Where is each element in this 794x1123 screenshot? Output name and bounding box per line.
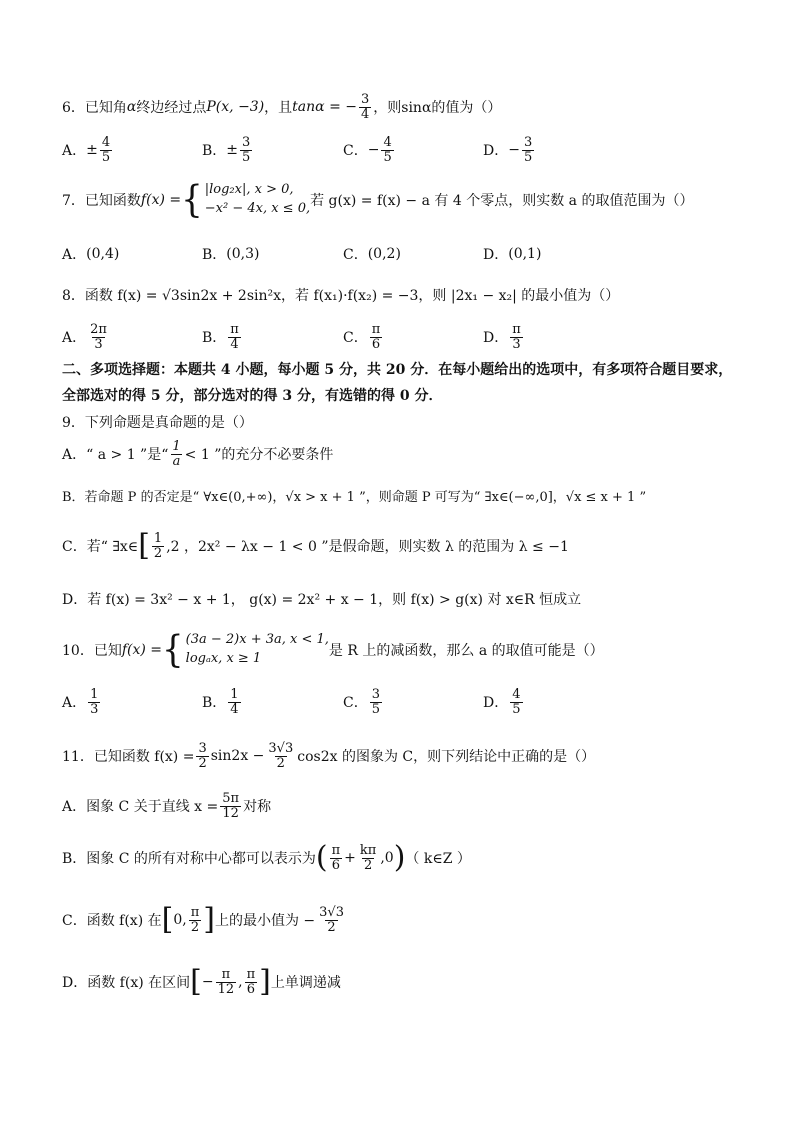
- q7-option-a: A． (0,4): [62, 246, 120, 263]
- q6-tan-den: 4: [360, 106, 370, 122]
- q6-option-b: B． ± $\frac{3}{5}$: [202, 134, 251, 165]
- q6-mid2: ，且: [264, 100, 293, 116]
- q11-option-b: B．图象 C 的所有对称中心都可以表示为 ( $\frac{\pi}{6}$ + $\frac{k\pi}{2}$ ,0 ) （ k∈Z ）: [62, 840, 471, 875]
- question-10-stem: 10．已知 f(x) = { (3a − 2)x + 3a, x < 1, logₐx, x ≥ 1 是 R 上的减函数，那么 a 的取值可能是（）: [62, 628, 604, 672]
- q10-row1: (3a − 2)x + 3a, x < 1,: [185, 632, 329, 647]
- q8-option-d: D． $\frac{\pi}{3}$: [483, 321, 521, 352]
- q7-option-b: B． (0,3): [202, 246, 260, 263]
- q7-post: 若 g(x) = f(x) − a 有 4 个零点，则实数 a 的取值范围为（）: [310, 193, 694, 209]
- q10-option-c: C． $\frac{3}{5}$: [343, 686, 380, 717]
- question-6-stem: [62, 90, 754, 124]
- q6-point: P(x, −3): [206, 99, 265, 115]
- q7-option-c: C． (0,2): [343, 246, 401, 263]
- q6-tan: tanα = −: [292, 99, 357, 115]
- q6-pre: 6．已知角: [62, 100, 127, 116]
- q9-option-c: C．若“ ∃x∈ [ $\frac{1}{2}$ ,2 ，2x² − λx − 1 < 0 ”是假命题，则实数 λ 的范围为 λ ≤ −1: [62, 528, 569, 563]
- q6-option-a: A． ± $\frac{4}{5}$: [62, 134, 111, 165]
- question-10-options: [62, 682, 762, 722]
- q7-fx: f(x) =: [140, 192, 182, 208]
- q7-row2: −x² − 4x, x ≤ 0,: [204, 201, 311, 216]
- q11-option-d: D．函数 f(x) 在区间 [ − $\frac{\pi}{12}$ , $\frac{\pi}{6}$ ] 上单调递减: [62, 964, 341, 999]
- q10-piecewise: { (3a − 2)x + 3a, x < 1, logₐx, x ≥ 1: [162, 628, 329, 672]
- q8-option-b: B． $\frac{\pi}{4}$: [202, 321, 239, 352]
- q7-pre: 7．已知函数: [62, 193, 141, 209]
- q8-text: 8．函数 f(x) = √3sin2x + 2sin²x，若 f(x₁)·f(x₂) = −3，则 |2x₁ − x₂| 的最小值为（）: [62, 288, 620, 304]
- question-11-stem: 11．已知函数 f(x) = $\frac{3}{2}$ sin2x − $\frac{3√3}{2}$ cos2x 的图象为 C，则下列结论中正确的是（）: [62, 740, 596, 771]
- q6-tan-num: 3: [360, 91, 370, 107]
- q6-alpha: α: [126, 99, 137, 115]
- question-7-options: [62, 234, 762, 274]
- q6-post: ，则sinα的值为（）: [373, 100, 502, 116]
- question-7-stem: [62, 176, 754, 224]
- question-8-options: [62, 317, 762, 357]
- q6-tan-fraction: [359, 93, 371, 122]
- q10-option-a: A． $\frac{1}{3}$: [62, 686, 99, 717]
- q9-stem: 9．下列命题是真命题的是（）: [62, 415, 253, 431]
- q8-option-a: A． $\frac{2\pi}{3}$: [62, 321, 107, 352]
- q10-option-d: D． $\frac{4}{5}$: [483, 686, 521, 717]
- q6-option-d: D． − $\frac{3}{5}$: [483, 134, 533, 165]
- question-6-options: [62, 130, 762, 170]
- q11-option-c: C．函数 f(x) 在 [ 0, $\frac{\pi}{2}$ ] 上的最小值为 − $\frac{3√3}{2}$: [62, 902, 344, 937]
- q7-piecewise: { |log₂x|, x > 0, −x² − 4x, x ≤ 0,: [181, 178, 311, 222]
- question-8-stem: [62, 282, 754, 308]
- q9-option-b: B．若命题 P 的否定是“ ∀x∈(0,+∞)，√x > x + 1 ”，则命题 P 可写为“ ∃x∈(−∞,0]，√x ≤ x + 1 ”: [62, 489, 647, 505]
- q7-row1: |log₂x|, x > 0,: [204, 182, 294, 197]
- q10-row2: logₐx, x ≥ 1: [185, 651, 262, 666]
- q11-option-a: A．图象 C 关于直线 x = $\frac{5\pi}{12}$ 对称: [62, 790, 272, 821]
- q10-option-b: B． $\frac{1}{4}$: [202, 686, 239, 717]
- section-2-header: 二、多项选择题：本题共 4 小题，每小题 5 分，共 20 分．在每小题给出的选项中，有多项符合题目要求，全部选对的得 5 分，部分选对的得 3 分，有选错的得 0 分．: [62, 362, 733, 404]
- q6-option-c: C． − $\frac{4}{5}$: [343, 134, 392, 165]
- q8-option-c: C． $\frac{\pi}{6}$: [343, 321, 381, 352]
- q9-option-a: A．“ a > 1 ”是“ $\frac{1}{a}$ < 1 ”的充分不必要条件: [62, 438, 334, 469]
- question-9-stem: [62, 410, 754, 434]
- q7-option-d: D． (0,1): [483, 246, 542, 263]
- q9-option-d: D．若 f(x) = 3x² − x + 1， g(x) = 2x² + x − 1，则 f(x) > g(x) 对 x∈R 恒成立: [62, 592, 582, 608]
- q6-mid1: 终边经过点: [136, 100, 207, 116]
